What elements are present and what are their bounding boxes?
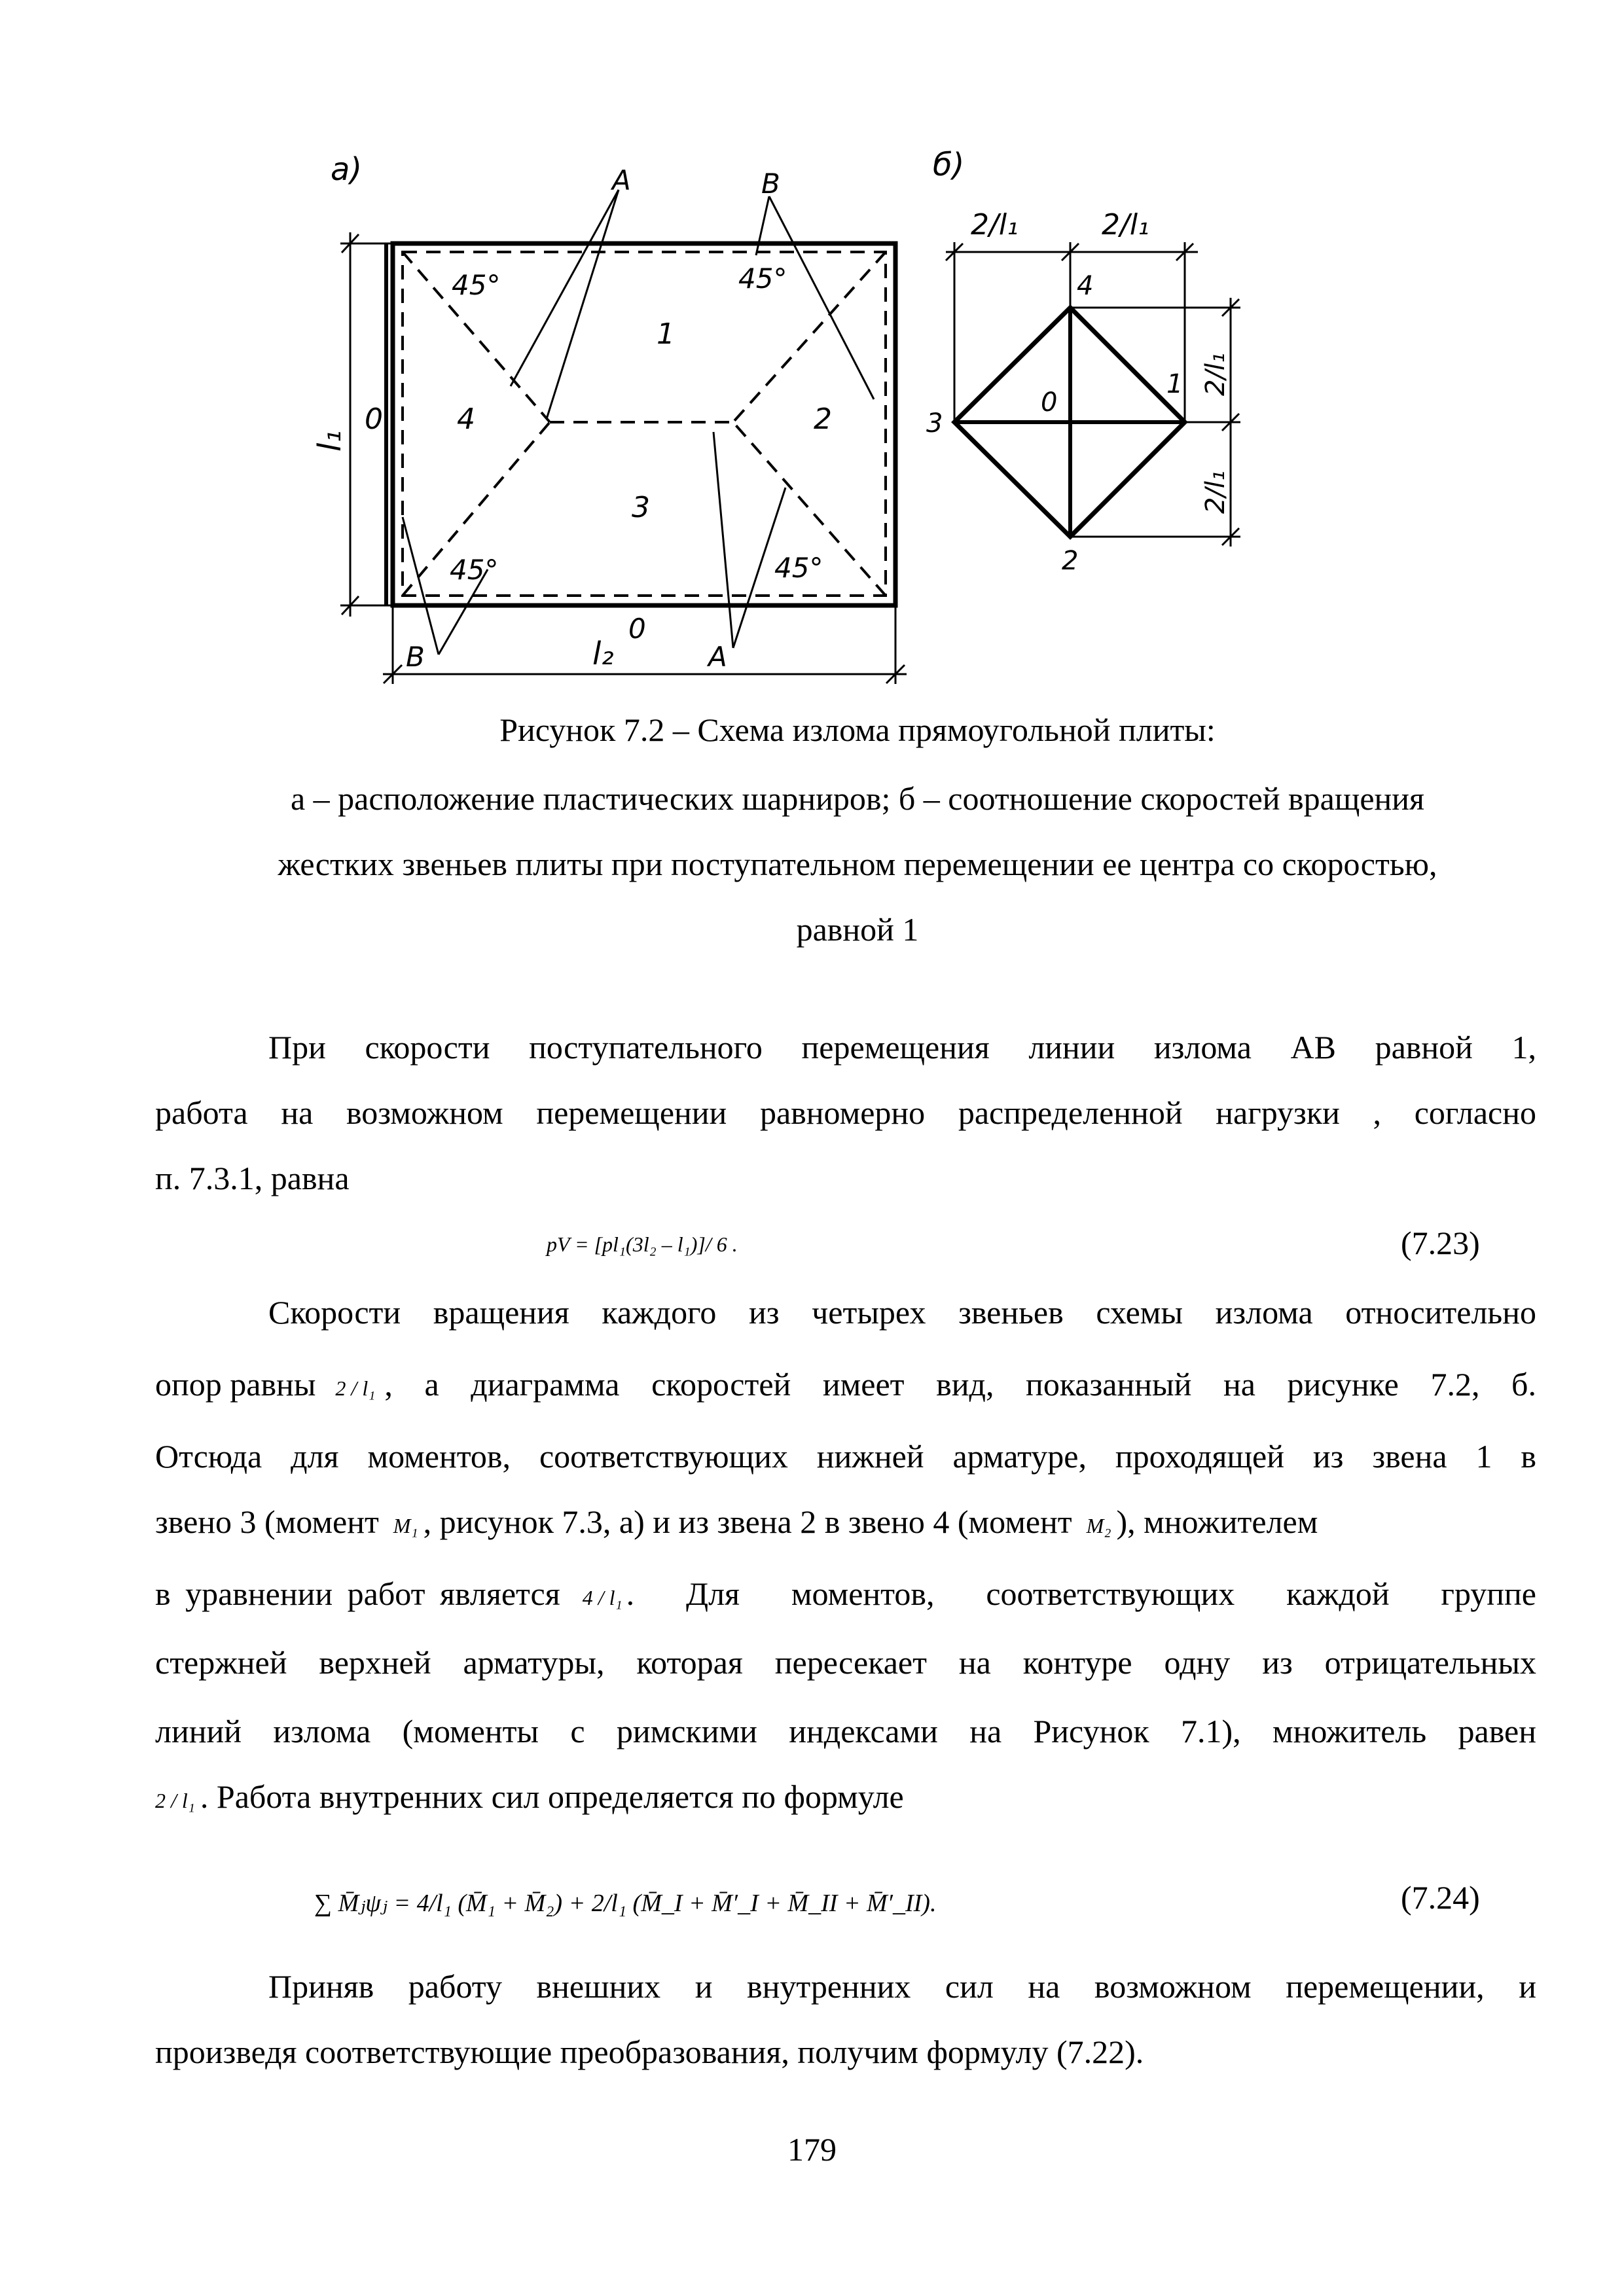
p2-l4-m1: M₁ [393,1514,418,1537]
dim-right-2: 2/l₁ [1200,470,1231,514]
p2-l5-text-a: в уравнении работ является [155,1575,560,1612]
p2-l4-text-c: ), множителем [1116,1503,1318,1540]
caption-title: Рисунок 7.2 – Схема излома прямоугольной плиты: [499,711,1216,748]
angle-bottom-right: 45° [774,552,823,584]
paragraph-1-line-1: При скорости поступательного перемещения линии излома АВ равной 1, [268,1029,1536,1066]
dim-right-1: 2/l₁ [1200,352,1231,396]
p2-l4-m2: M₂ [1086,1514,1111,1537]
equation-number-7-23: (7.23) [1401,1225,1480,1261]
dim-top-2: 2/l₁ [1102,208,1149,242]
label-A-bottom: А [708,641,727,673]
paragraph-3-line-2: произведя соответствующие преобразования, получим формулу (7.22). [155,2034,1144,2070]
label-B-top: В [761,168,780,200]
equation-number-7-24: (7.24) [1401,1879,1480,1916]
dim-top-1: 2/l₁ [971,208,1019,242]
paragraph-1-line-2: работа на возможном перемещении равномерно распределенной нагрузки , согласно [155,1094,1536,1131]
label-l1: l₁ [312,430,348,452]
paragraph-2-line-2 [155,1365,1536,1408]
angle-top-right: 45° [738,262,787,295]
equation-7-24: ∑ M̄ⱼψⱼ = 4/l₁ (M̄₁ + M̄₂) + 2/l₁ (M̄_I + M̄′_I + M̄_II + M̄′_II). [314,1890,937,1917]
vertex-2: 2 [1062,546,1079,576]
region-4: 4 [457,403,475,436]
p2-l2-formula: 2 / l₁ [335,1376,376,1400]
paragraph-2-line-6: стержней верхней арматуры, которая пересекает на контуре одну из отрицательных [155,1644,1536,1681]
paragraph-2-line-3: Отсюда для моментов, соответствующих нижней арматуре, проходящей из звена 1 в [155,1438,1536,1475]
zero-bottom: 0 [628,613,646,645]
angle-top-left: 45° [452,269,501,301]
caption-line-2: а – расположение пластических шарниров; б – соотношение скоростей вращения [290,780,1425,817]
caption-line-4: равной 1 [796,911,919,948]
paragraph-2-line-4 [155,1502,1536,1545]
angle-bottom-left: 45° [450,554,499,586]
vertex-4: 4 [1077,271,1094,301]
label-B-bottom: В [406,641,425,673]
paragraph-3-line-1: Приняв работу внешних и внутренних сил на возможном перемещении, и [268,1968,1536,2005]
paragraph-2-line-7: линий излома (моменты с римскими индексами на Рисунок 7.1), множитель равен [155,1713,1536,1749]
p2-l2-text-a: опор равны [155,1366,316,1403]
label-a: а) [331,151,363,188]
paragraph-2-line-1: Скорости вращения каждого из четырех звеньев схемы излома относительно [268,1294,1536,1331]
page-number: 179 [787,2131,837,2168]
paragraph-1-line-3: п. 7.3.1, равна [155,1160,350,1196]
region-2: 2 [814,403,832,436]
p2-l2-text-b: , а диаграмма скоростей имеет вид, показанный на рисунке 7.2, б. [384,1366,1536,1403]
caption-line-3: жестких звеньев плиты при поступательном перемещении ее центра со скоростью, [278,846,1437,882]
vertex-3: 3 [926,408,943,439]
p2-l5-text-b: . Для моментов, соответствующих каждой группе [626,1575,1536,1612]
p2-l8-text-b: . Работа внутренних сил определяется по формуле [200,1778,904,1815]
region-3: 3 [632,491,650,524]
label-b: б) [933,147,965,183]
p2-l5-formula: 4 / l₁ [582,1586,623,1609]
figure-7-2 [0,0,1624,707]
equation-7-23: pV = [pl₁(3l₂ – l₁)]/ 6 . [547,1232,738,1256]
zero-left: 0 [365,403,383,436]
diamond-center: 0 [1041,387,1058,418]
p2-l8-formula: 2 / l₁ [155,1789,195,1812]
label-A-top: А [612,164,631,196]
paragraph-2-line-8 [155,1777,1536,1820]
slab-plan-a [340,190,907,684]
label-l2: l₂ [592,636,614,672]
p2-l4-text-a: звено 3 (момент [155,1503,379,1540]
vertex-1: 1 [1166,369,1183,399]
region-1: 1 [657,317,675,351]
paragraph-2-line-5 [155,1574,1536,1617]
p2-l4-text-b: , рисунок 7.3, а) и из звена 2 в звено 4 (момент [423,1503,1072,1540]
